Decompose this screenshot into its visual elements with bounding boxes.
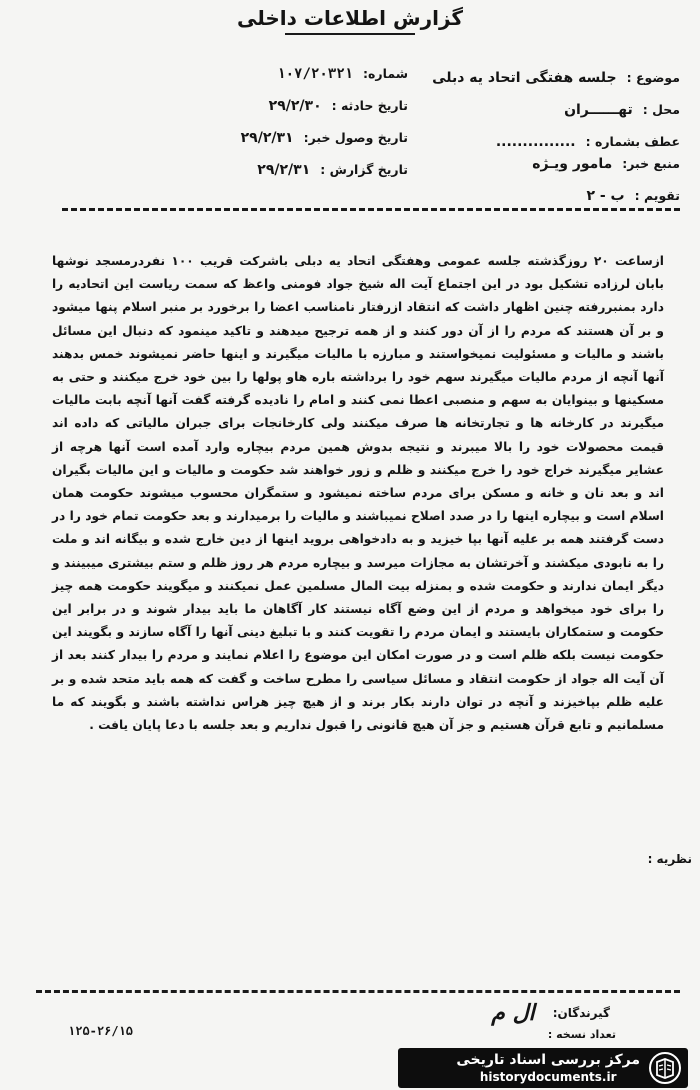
event-date-row xyxy=(118,98,408,130)
number-row xyxy=(118,66,408,98)
subject-label: موضوع : xyxy=(626,70,680,85)
footer-divider xyxy=(36,990,680,993)
header-left-block xyxy=(118,66,408,194)
receipt-date-label: تاریخ وصول خبر: xyxy=(303,130,408,145)
signature-area xyxy=(491,1000,610,1026)
rating-row xyxy=(430,188,680,210)
number-label: شماره: xyxy=(363,66,408,81)
recipients-label: گیرندگان: xyxy=(552,1006,610,1020)
document-number: ۱۲۵-۲۶/۱۵ xyxy=(68,1024,134,1038)
header-divider xyxy=(62,208,680,211)
receipt-date-value: ۲۹/۲/۳۱ xyxy=(240,130,294,146)
rating-label: تقویم : xyxy=(634,188,680,203)
number-value: ۱۰۷/۲۰۳۲۱ xyxy=(277,66,354,82)
report-date-label: تاریخ گزارش : xyxy=(320,162,408,177)
archive-logo-icon xyxy=(648,1051,682,1085)
report-paragraph: ازساعت ۲۰ روزگذشته جلسه عمومی وهفتگی اتحاد یه دبلی باشرکت قریب ۱۰۰ نفردرمسجد نوشها بابان لرزاده تشکیل بود در این اجتماع آیت اله شیخ جواد فومنی واعظ که سمت ریاست این اتحادیه را دارد بمنبررفته چنین اظهار داشت که انتقاد ازرفتار نامناسب اعضا را برخورد بر منبر اسلام پنها میشود و بر آن هستند که مردم را از آن دور کنند و از همه ترجیح میدهند و تاکید مینمود که دنبال این مسائل باشند و مالیات و مسئولیت نمیخواستند و مبارزه با مالیات میگیرند و اینها حاضر نمیشوند خمس بدهند آنها آنچه از مردم مالیات میگیرند سهم خود را برداشته باره هاو پولها را بین خود خرج میکنند و حتی به مسکینها و بینوایان به سهم و منصبی اعطا نمی کنند و امام را نادیده گرفته گفت آنها آنچه بابت مالیات میگیرند در کارخانه ها و تجارتخانه ها صرف میکنند ولی کارخانجات برای جبران مالیاتی که داده اند قیمت محصولات خود را بالا میبرند و نتیجه بدوش همین مردم بیچاره وارد آمده است آنها هرچه از عشایر میگیرند خراج خود را خرج میکنند و ظلم و زور خواهند شد حکومت و مالیات و این مالیات بگیران اند و بعد نان و خانه و مسکن برای مردم ساخته نمیشود و ستمگران محسوب میشوند حکومت همان اسلام است و بیچاره اینها را در صدد اصلاح نمیباشند و مالیات را برمیدارند و بعد حکومت تمام خود را در دست گرفتند همه بر علیه آنها بپا خیزید و به دادخواهی بروید اینها از دین خارج شده و بیگانه اند و ملت را به نابودی میکشند و آخرتشان به مجازات میرسد و بیچاره مردم هر روز ظلم و ستم بیشتری میبینند و دیگر ایمان ندارند و حکومت شده و بمنزله بیت المال مسلمین عمل نمیکنند و میگویند حکومت همه چیز را برای خود میخواهد و مردم از این وضع آگاه نیستند کار آگاهان ما باید بیدار شوند و در برابر این حکومت و ستمکاران بایستند و ایمان مردم را تقویت کنند و با تبلیغ دینی آنها را آگاه سازند و بگویند این حکومت نیست بلکه ظلم است و در صورت امکان این موضوع را اعلام نمایند و مردم را بیدار کنند بعد از آن آیت اله جواد از حکومت انتقاد و مسائل سیاسی را مطرح ساخت و گفت که همه باید متحد شده و بر علیه ظلم بپاخیزند و آنچه در توان دارند بکار برند و از هیچ چیز هراس نداشته باشند و بگویند که ما مسلمانیم و تابع قرآن هستیم و جز آن هیچ قانونی را قبول نداریم و بعد جلسه با دعا پایان یافت . xyxy=(52,254,664,733)
ref-value: ............... xyxy=(495,134,576,150)
place-value: تهــــــران xyxy=(564,102,633,118)
report-title: گزارش اطلاعات داخلی xyxy=(0,6,700,35)
watermark-banner xyxy=(398,1048,688,1088)
signature: ال م xyxy=(491,1000,535,1026)
header-right-block xyxy=(430,70,680,210)
event-date-label: تاریخ حادثه : xyxy=(331,98,408,113)
receipt-date-row xyxy=(118,130,408,162)
copies-label: تعداد نسخه : xyxy=(547,1028,616,1041)
report-date-row xyxy=(118,162,408,194)
watermark-url: historydocuments.ir xyxy=(479,1069,617,1084)
ref-row xyxy=(430,134,680,156)
note-label: نظریه : xyxy=(647,852,692,866)
watermark-text-block xyxy=(456,1052,640,1085)
source-row xyxy=(430,156,680,188)
place-label: محل : xyxy=(642,102,680,117)
source-value: مامور ویـژه xyxy=(532,156,613,172)
event-date-value: ۲۹/۲/۳۰ xyxy=(268,98,322,114)
rating-value: ب - ۲ xyxy=(586,188,625,204)
subject-value: جلسه هفتگی اتحاد یه دبلی xyxy=(432,70,617,86)
ref-label: عطف بشماره : xyxy=(585,134,680,149)
subject-row xyxy=(430,70,680,102)
report-date-value: ۲۹/۲/۳۱ xyxy=(257,162,311,178)
watermark-title: مرکز بررسی اسناد تاریخی xyxy=(456,1051,640,1068)
report-body xyxy=(52,250,664,737)
source-label: منبع خبر: xyxy=(622,156,680,171)
place-row xyxy=(430,102,680,134)
